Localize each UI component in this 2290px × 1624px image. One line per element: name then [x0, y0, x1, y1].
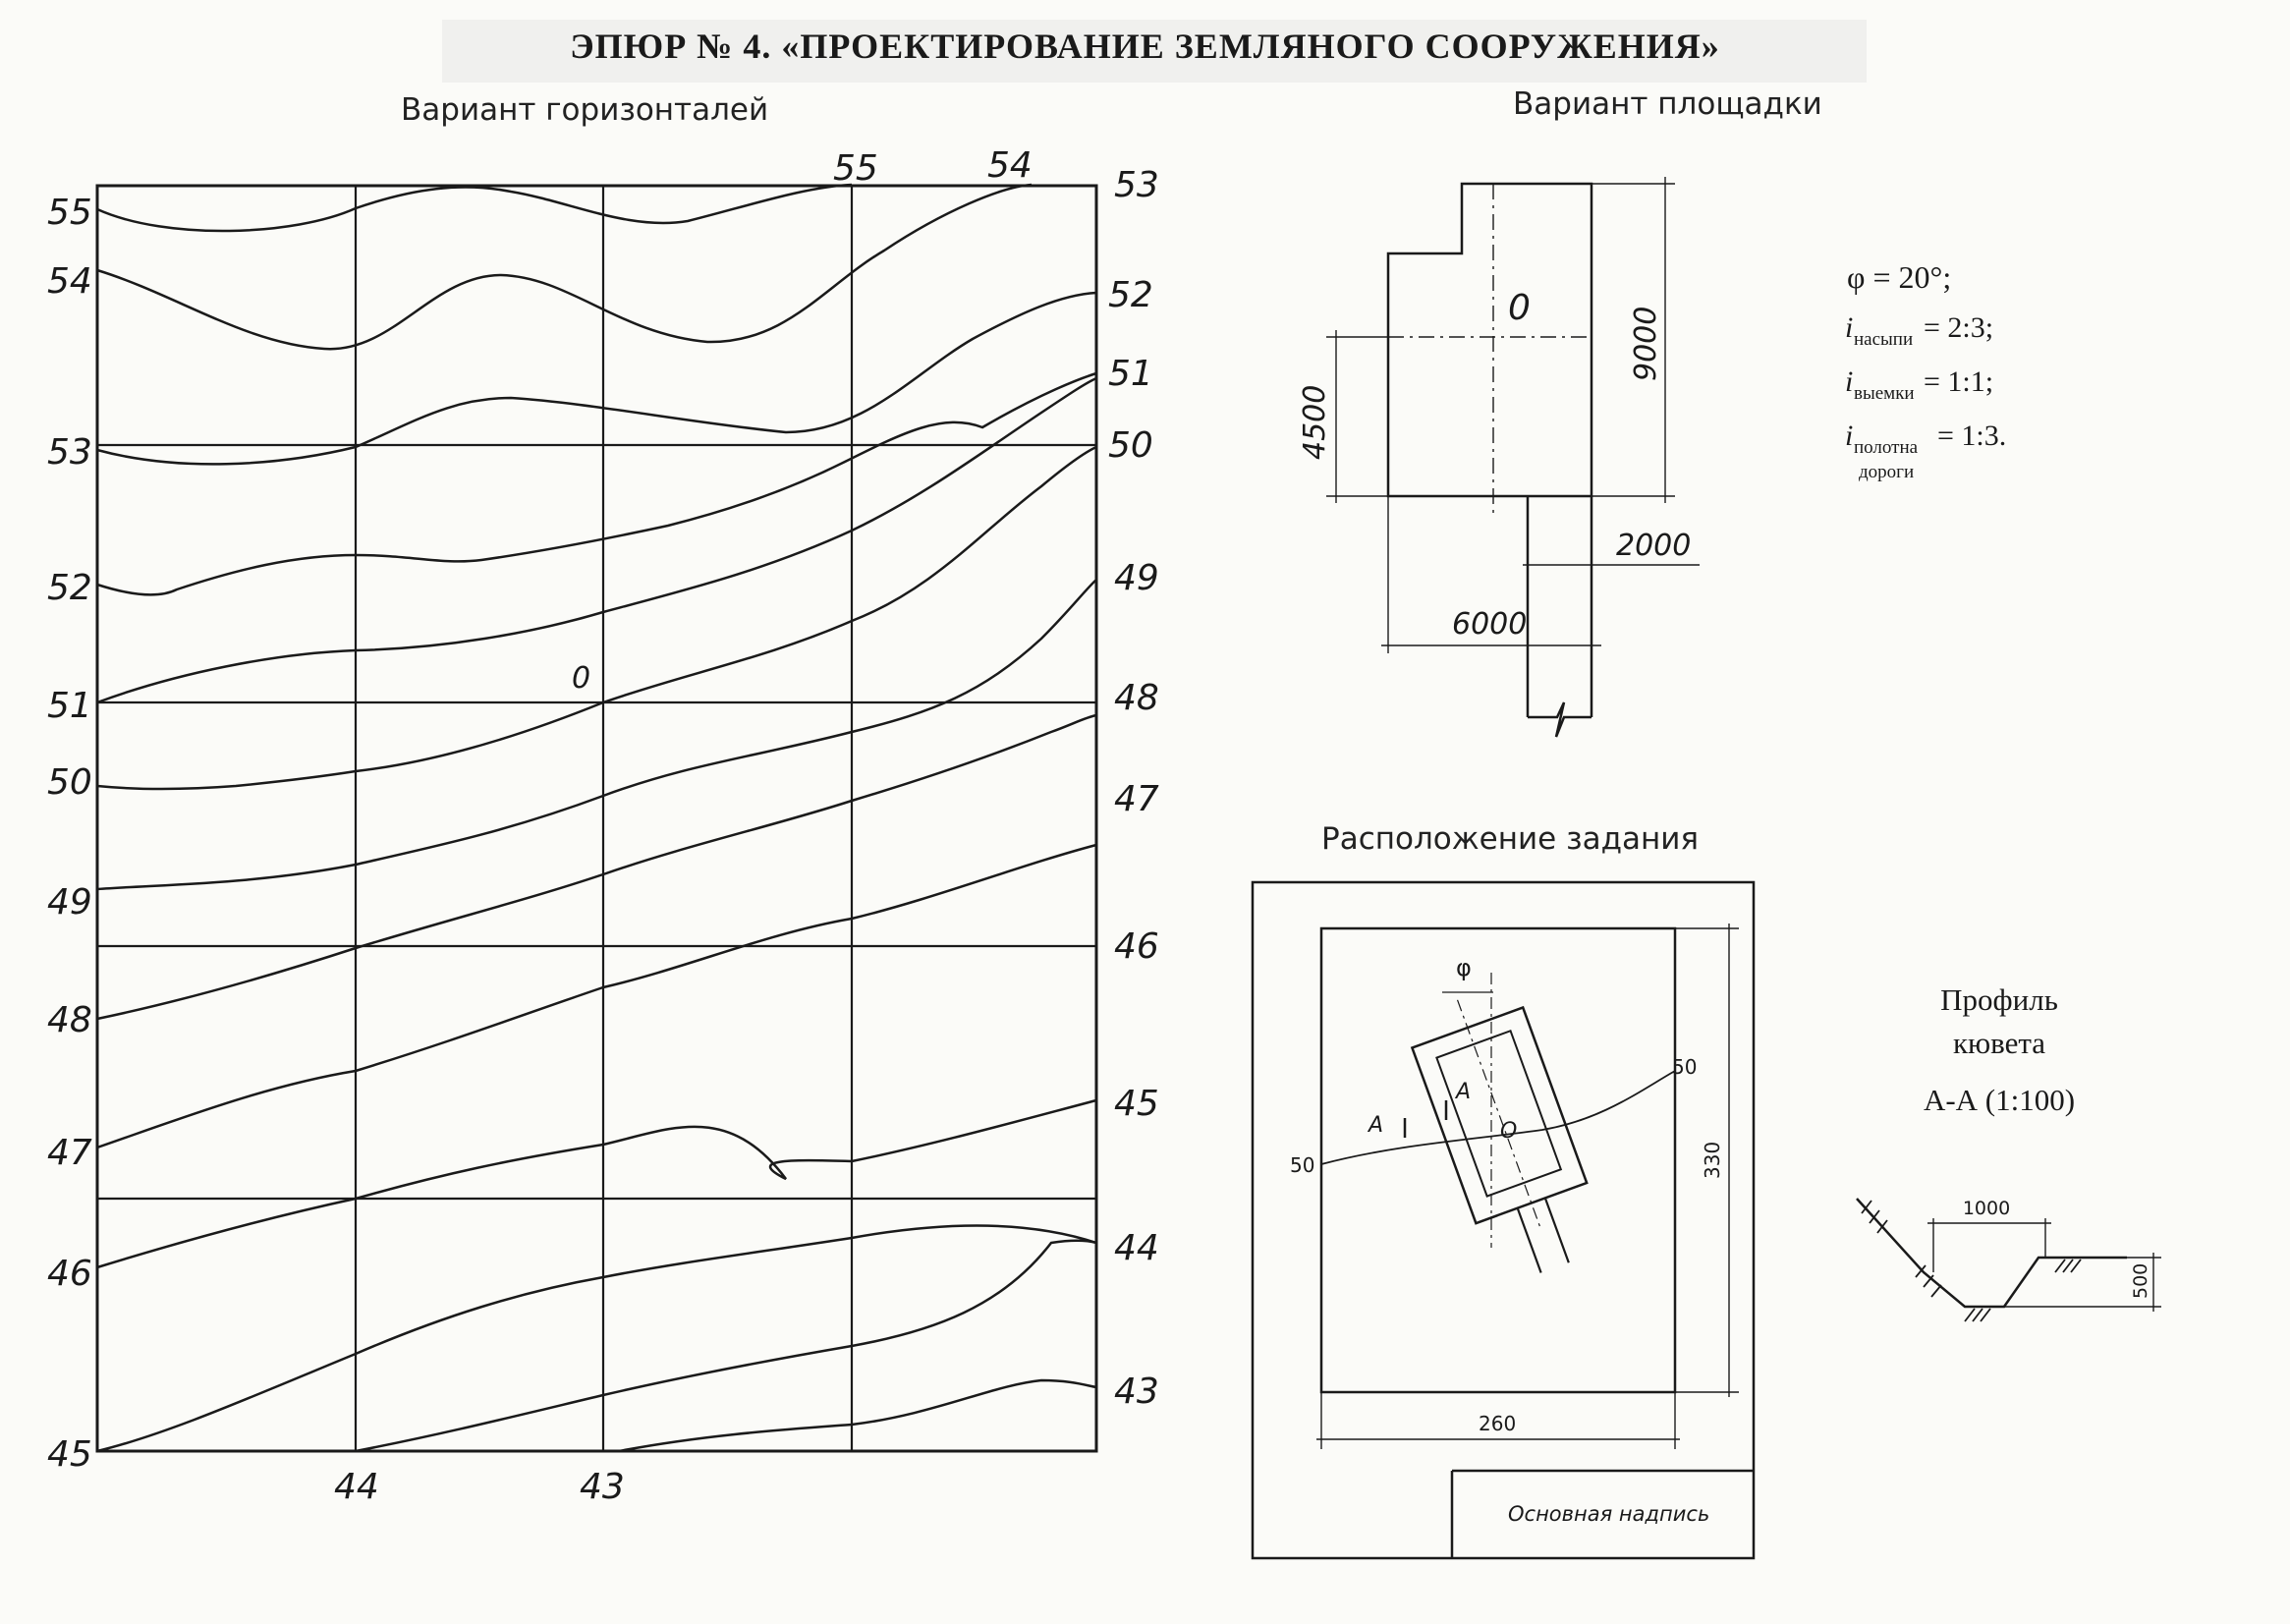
left-label-6: 49	[47, 882, 92, 923]
layout-task-drawing	[1253, 882, 1754, 1558]
right-label-4: 49	[1114, 558, 1159, 598]
right-label-9: 44	[1114, 1228, 1159, 1268]
i-fill-symbol: i	[1845, 311, 1854, 344]
dim-6000-label: 6000	[1452, 607, 1528, 642]
contour-plan-heading: Вариант горизонталей	[401, 92, 769, 128]
dim-260-label: 260	[1479, 1412, 1517, 1435]
site-center-label: 0	[1508, 288, 1531, 328]
phi-param: φ = 20°;	[1847, 259, 1952, 295]
contour-line-53	[97, 293, 1096, 464]
right-label-7: 46	[1114, 926, 1159, 967]
left-label-5: 50	[47, 762, 92, 803]
i-fill-subscript: насыпи	[1854, 329, 1914, 350]
ditch-title-line2: кювета	[1952, 1026, 2046, 1060]
contour-lines	[97, 185, 1096, 1451]
contour-plan-frame	[97, 186, 1096, 1451]
site-outline	[1388, 184, 1592, 496]
site-variant-heading: Вариант площадки	[1513, 86, 1822, 122]
site-variant-labels	[1298, 288, 1691, 642]
left-label-1: 54	[47, 261, 92, 302]
i-road-subscript: полотна	[1854, 437, 1919, 458]
right-label-3: 50	[1108, 425, 1153, 466]
left-label-10: 45	[47, 1434, 92, 1475]
layout-phi-label: φ	[1456, 954, 1472, 981]
left-label-8: 47	[47, 1133, 92, 1173]
ditch-dimensions	[1927, 1218, 2161, 1312]
left-label-7: 48	[47, 1000, 92, 1040]
sheet-inner-frame	[1321, 928, 1675, 1392]
contour-line-47	[97, 845, 1096, 1148]
top-label-1: 54	[987, 145, 1033, 186]
site-dimensions	[1326, 177, 1700, 653]
i-road-value: = 1:3.	[1937, 420, 2007, 452]
right-label-2: 51	[1108, 354, 1153, 394]
i-road-symbol: i	[1845, 420, 1854, 452]
contour-center-label: 0	[572, 661, 591, 696]
left-label-2: 53	[47, 432, 92, 473]
section-a-left-label: A	[1368, 1113, 1384, 1138]
dim-4500-label: 4500	[1298, 384, 1332, 460]
contour-line-45	[97, 1226, 1096, 1452]
contour-grid	[97, 186, 1096, 1451]
bottom-label-1: 43	[580, 1467, 625, 1507]
bottom-label-0: 44	[334, 1467, 379, 1507]
contour-line-44	[356, 1241, 1096, 1451]
contour-plan	[97, 185, 1096, 1451]
dim-2000-label: 2000	[1616, 529, 1692, 563]
section-a-right-label: A	[1456, 1080, 1472, 1104]
layout-50-left-label: 50	[1290, 1153, 1315, 1177]
right-label-6: 47	[1114, 779, 1159, 819]
dim-500-label: 500	[2130, 1262, 2151, 1299]
rotated-road-right	[1545, 1198, 1569, 1262]
layout-task-heading: Расположение задания	[1321, 821, 1700, 857]
top-label-0: 55	[833, 148, 878, 189]
layout-50-right-label: 50	[1672, 1055, 1698, 1079]
page-title: ЭПЮР № 4. «ПРОЕКТИРОВАНИЕ ЗЕМЛЯНОГО СООРУЖЕНИЯ»	[570, 27, 1720, 66]
contour-line-43	[619, 1380, 1096, 1451]
layout-o-label: O	[1500, 1119, 1518, 1144]
rotated-road-left	[1518, 1208, 1541, 1273]
title-block-label: Основная надпись	[1508, 1502, 1710, 1526]
ditch-title-line1: Профиль	[1940, 982, 2058, 1017]
sheet-outer-frame	[1253, 882, 1754, 1558]
dim-1000-label: 1000	[1962, 1198, 2011, 1219]
site-variant-drawing	[1326, 177, 1700, 737]
i-road-subscript-2: дороги	[1859, 462, 1915, 482]
right-label-1: 52	[1108, 275, 1153, 315]
contour-line-50	[97, 447, 1096, 789]
contour-line-48	[97, 715, 1096, 1019]
dim-9000-label: 9000	[1629, 306, 1663, 381]
ditch-profile-labels	[1924, 982, 2151, 1299]
right-label-10: 43	[1114, 1372, 1159, 1412]
right-label-5: 48	[1114, 678, 1159, 718]
i-cut-subscript: выемки	[1854, 383, 1915, 404]
contour-line-49	[97, 580, 1096, 889]
rotated-site-inner	[1436, 1031, 1560, 1196]
contour-line-54	[97, 185, 1032, 349]
left-label-9: 46	[47, 1254, 92, 1294]
ditch-title-line3: А-А (1:100)	[1923, 1083, 2076, 1117]
slope-parameters	[1845, 259, 2006, 482]
contour-line-46	[97, 1100, 1096, 1267]
i-cut-symbol: i	[1845, 365, 1854, 398]
right-label-8: 45	[1114, 1084, 1159, 1124]
left-label-3: 52	[47, 568, 92, 608]
i-fill-value: = 2:3;	[1924, 311, 1994, 344]
left-label-0: 55	[47, 193, 92, 233]
i-cut-value: = 1:1;	[1924, 365, 1994, 398]
contour-line-55	[97, 185, 852, 231]
right-label-0: 53	[1114, 165, 1159, 205]
left-label-4: 51	[47, 686, 92, 726]
road-break-symbol	[1528, 702, 1592, 737]
dim-330-label: 330	[1701, 1141, 1724, 1179]
